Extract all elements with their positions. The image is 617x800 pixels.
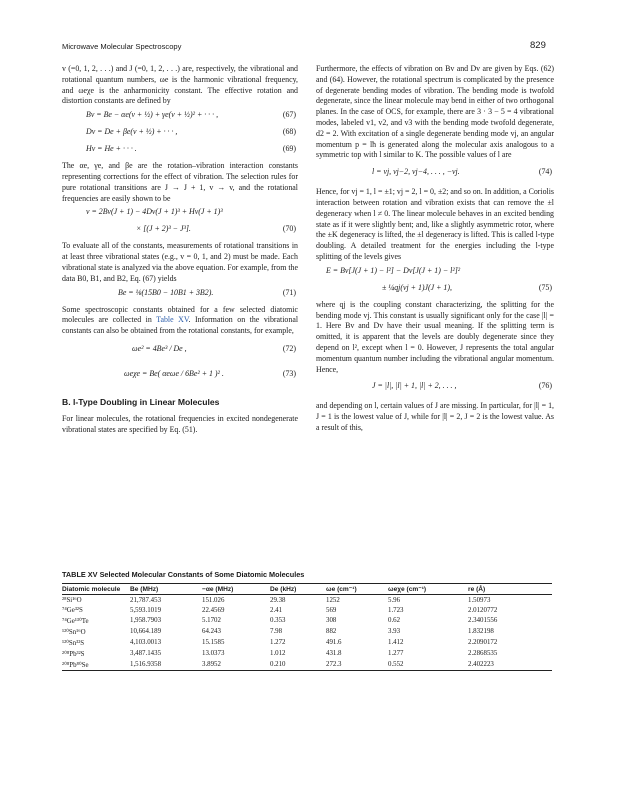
table-cell: 882 (326, 628, 337, 635)
table-cell: 3.93 (388, 628, 401, 635)
table-cell: 3.8952 (202, 661, 221, 668)
table-cell: 0.353 (270, 617, 286, 624)
table-cell: 1.832198 (468, 628, 494, 635)
equation-body: J = |l|, |l| + 1, |l| + 2, . . . , (372, 381, 457, 391)
column-header: re (Å) (468, 586, 486, 593)
equation-body: Dv = De + βe(v + ½) + · · · , (86, 127, 178, 137)
table-cell: 3,487.1435 (130, 650, 162, 657)
column-header: Diatomic molecule (62, 586, 121, 593)
paragraph: The αe, γe, and βe are the rotation–vibration interaction constants representing corrections for the effect of vibration. The selection rules for pure rotational transitions are J → J + 1, v → v, and the rotational frequencies are easily shown to be (62, 161, 298, 203)
equation-body: l = vj, vj−2, vj−4, . . . , −vj. (372, 167, 460, 177)
table-cell: 10,664.189 (130, 628, 162, 635)
equation-number: (69) (282, 144, 296, 154)
equation-71 (62, 288, 298, 302)
table-cell: 431.8 (326, 650, 342, 657)
equation-number: (73) (282, 368, 296, 378)
equation-body: Bv = Be − αe(v + ½) + γe(v + ½)² + · · · , (86, 110, 219, 120)
table-cell: 2.2868535 (468, 650, 498, 657)
running-title: Microwave Molecular Spectroscopy (62, 42, 182, 51)
equation-69 (62, 144, 298, 158)
paragraph: v (=0, 1, 2, . . .) and J (=0, 1, 2, . . .) are, respectively, the vibrational and rotational quantum numbers, ωe is the harmonic vibrational frequency, and ωeχe is the anharmonicity constant. The effective rotation and distortion constants are defined by (62, 64, 298, 106)
constants-table (62, 584, 552, 670)
equation-body: ωeχe = Be( αeωe / 6Be² + 1 )² . (124, 368, 224, 378)
table-cell: 151.026 (202, 596, 225, 604)
table-cell: ¹²⁰Sn³²S (62, 639, 85, 647)
table-cell: 0.62 (388, 617, 401, 624)
equation-body: E = Bv[J(J + 1) − l²] − Dv[J(J + 1) − l²]² (326, 265, 461, 275)
paragraph-text: Some spectroscopic constants obtained for a few selected diatomic molecules are collected in (62, 304, 298, 325)
equation-body: × [(J + 2)³ − J³]. (136, 224, 191, 234)
paragraph: Furthermore, the effects of vibration on Bv and Dv are given by Eqs. (62) and (64). However, the rotational spectrum is complicated by the presence of degenerate bending modes of vibration. The bending mode is twofold degenerate, since the linear molecule may bend in either of two orthogonal planes. In the case of OCS, for example, there are 3 · 3 − 5 = 4 vibrational modes, labeled v1, v2, and v3 with the bending mode twofold degenerate, d2 = 2. With excitation of a single degenerate bending mode vj, an angular momentum p = lħ is generated along the molecular axis analogous to a symmetric top with l similar to K. The possible values of l are (316, 64, 554, 160)
table-row (62, 637, 552, 648)
table-cell: 569 (326, 606, 337, 614)
table-cell: 1.272 (270, 639, 286, 646)
table-cell: 1.723 (388, 606, 404, 614)
table-cell: 2.0120772 (468, 606, 498, 614)
paragraph-text: . Information on the vibrational constants can also be obtained from the rotational constants, for example, (62, 315, 299, 336)
right-column (316, 64, 554, 434)
table-cell: ⁷⁴Ge¹³⁰Te (62, 617, 89, 625)
table-cell: 21,787.453 (130, 596, 162, 604)
table-cell: 1,958.7903 (130, 617, 162, 624)
equation-body: ν = 2Bv(J + 1) − 4Dv(J + 1)³ + Hv(J + 1)³ (86, 207, 223, 217)
table-cell: ²⁰⁸Pb³²S (62, 650, 85, 658)
table-cell: 22.4569 (202, 606, 225, 614)
table-cell: 5.96 (388, 596, 401, 604)
table-cell: ²⁸Si¹⁶O (62, 596, 82, 604)
equation-number: (70) (282, 224, 296, 234)
table-cell: ⁷⁴Ge³²S (62, 606, 83, 614)
table-cell: 1.277 (388, 650, 404, 657)
table-row (62, 648, 552, 659)
equation-70b (62, 224, 298, 238)
table-header-row (62, 584, 552, 594)
table-cell: 0.210 (270, 661, 286, 668)
table-cell: 1.50973 (468, 596, 491, 604)
table-row (62, 595, 552, 605)
equation-70a (62, 207, 298, 221)
equation-72 (62, 340, 298, 362)
equation-number: (76) (538, 381, 552, 391)
equation-body: Be = ⅛(15B0 − 10B1 + 3B2). (118, 287, 214, 297)
left-column (62, 64, 298, 435)
table-rule-bottom (62, 670, 552, 671)
table-row (62, 626, 552, 637)
equation-67 (62, 110, 298, 124)
column-header: De (kHz) (270, 586, 297, 593)
column-header: ωeχe (cm⁻¹) (388, 586, 427, 593)
paragraph: For linear molecules, the rotational frequencies in excited nondegenerate vibrational states are specified by Eq. (51). (62, 413, 298, 434)
table-cell: 2.3401556 (468, 617, 498, 624)
paragraph: To evaluate all of the constants, measurements of rotational transitions in at least three vibrational states (e.g., v = 0, 1, and 2) must be made. Each vibrational state is analyzed via the above equation. For example, from the data B0, B1, and B2, Eq. (67) yields (62, 241, 298, 283)
table-cell: 15.1585 (202, 639, 225, 646)
table-cell: 7.98 (270, 628, 283, 635)
table-cell: 0.552 (388, 661, 404, 668)
table-link[interactable]: Table XV (156, 315, 189, 325)
table-cell: ¹²⁰Sn¹⁶O (62, 628, 86, 636)
table-cell: 1.412 (388, 639, 404, 646)
equation-number: (72) (282, 343, 296, 353)
equation-number: (71) (282, 287, 296, 297)
table-xv (62, 570, 552, 671)
table-cell: 491.6 (326, 639, 342, 646)
paragraph: and depending on l, certain values of J are missing. In particular, for |l| = 1, J = 1 is the lowest value of J, while for |l| = 2, J = 2 is the lowest value. As a result of this, (316, 401, 554, 432)
equation-75b (316, 283, 554, 297)
equation-number: (75) (538, 282, 552, 292)
table-cell: 64.243 (202, 628, 221, 635)
equation-73 (62, 365, 298, 387)
equation-body: ωe² = 4Be³ / De , (132, 343, 187, 353)
equation-body: Hv = He + · · · . (86, 144, 137, 154)
table-cell: 29.38 (270, 596, 286, 604)
equation-75a (316, 266, 554, 280)
equation-body: ± ¼qj(vj + 1)J(J + 1), (382, 282, 452, 292)
table-caption: TABLE XV Selected Molecular Constants of Some Diatomic Molecules (62, 570, 305, 579)
equation-68 (62, 127, 298, 141)
table-cell: 1,516.9358 (130, 661, 162, 668)
table-row (62, 615, 552, 626)
table-cell: 2.2090172 (468, 639, 498, 646)
paragraph: where qj is the coupling constant characterizing, the splitting for the bending mode vj. This constant is usually significant only for the case |l| = 1. Here Bv and Dv have their usual meaning. If the splitting term is omitted, it is apparent that the levels are doubly degenerate since they depend on l², except when l = 0. However, J represents the total angular momentum quantum number including the vibrational angular momentum. Hence, (316, 299, 554, 374)
column-header: ωe (cm⁻¹) (326, 586, 357, 593)
table-cell: 308 (326, 617, 337, 624)
table-cell: 2.41 (270, 606, 283, 614)
table-cell: 2.402223 (468, 661, 494, 668)
table-cell: 13.0373 (202, 650, 225, 657)
table-cell: 1252 (326, 596, 340, 604)
equation-number: (68) (282, 127, 296, 137)
equation-number: (74) (538, 167, 552, 177)
table-cell: 1.012 (270, 650, 286, 657)
page-number: 829 (530, 40, 546, 51)
table-row (62, 659, 552, 670)
column-header: Be (MHz) (130, 586, 159, 593)
column-header: −αe (MHz) (202, 586, 234, 593)
table-row (62, 605, 552, 615)
paragraph: Hence, for vj = 1, l = ±1; vj = 2, l = 0, ±2; and so on. In addition, a Coriolis interaction between rotation and vibration exists that can remove the ±l degeneracy when l ≠ 0. The linear molecule behaves in an excited bending state as if it were slightly bent; and, like a slightly asymmetric rotor, where the ±K degeneracy is lifted, the ±l degeneracy is lifted. This is called l-type doubling. A detailed treatment for the energies including the l-type splitting of the levels gives (316, 187, 554, 261)
equation-74 (316, 167, 554, 181)
equation-76 (316, 381, 554, 395)
table-cell: ²⁰⁸Pb⁸⁰Se (62, 661, 89, 669)
section-heading: B. l-Type Doubling in Linear Molecules (62, 396, 220, 407)
table-cell: 4,103.0013 (130, 639, 162, 646)
table-cell: 272.3 (326, 661, 342, 668)
paragraph (62, 305, 298, 337)
table-cell: 5,593.1019 (130, 606, 162, 614)
table-cell: 5.1702 (202, 617, 221, 624)
equation-number: (67) (282, 110, 296, 120)
